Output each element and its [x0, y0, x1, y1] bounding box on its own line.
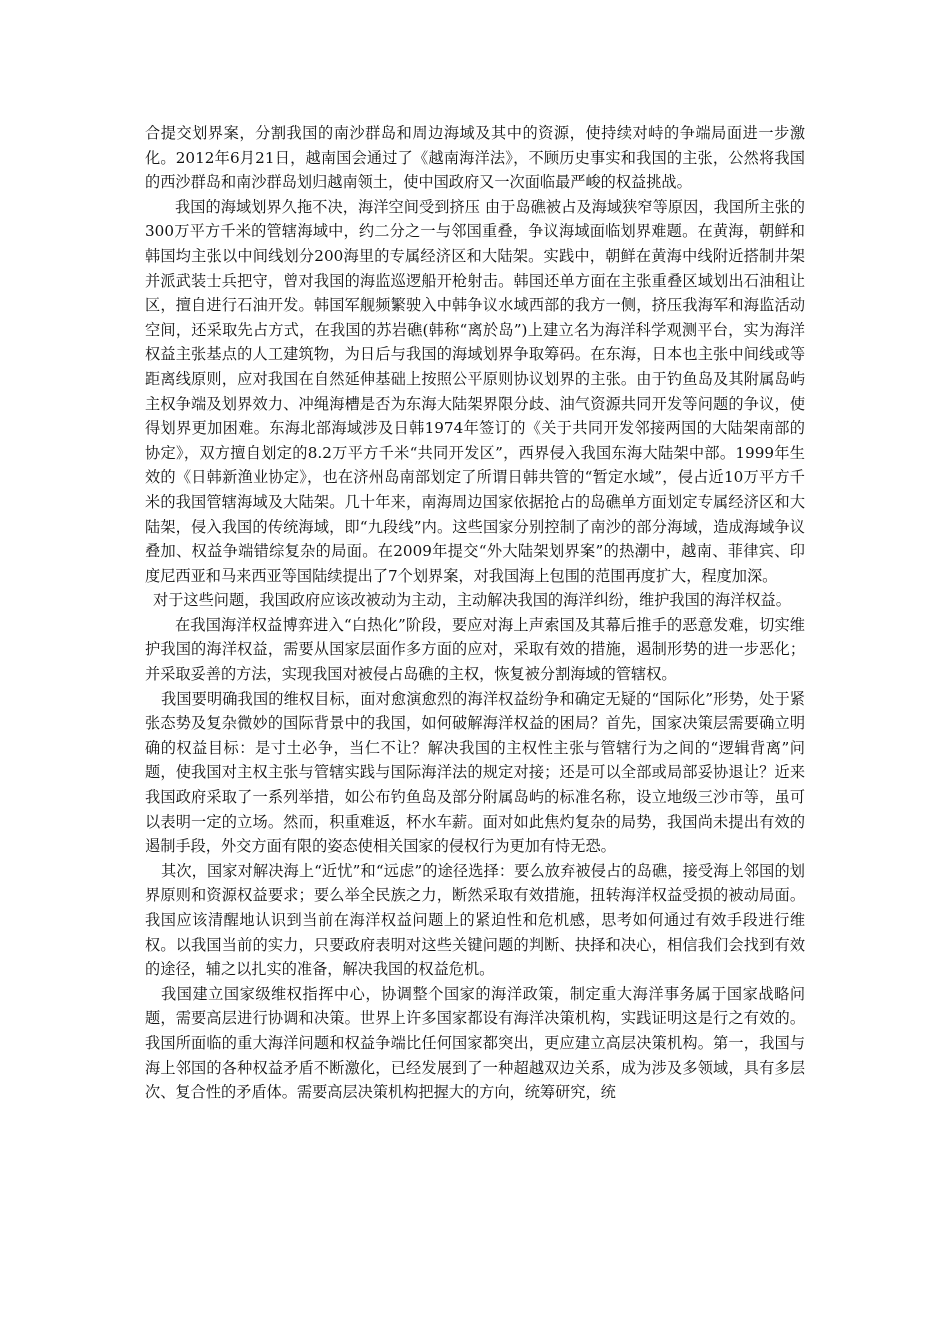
paragraph-6: 其次，国家对解决海上“近忧”和“远虑”的途径选择：要么放弃被侵占的岛礁，接受海上邻国的划界原则和资源权益要求；要么举全民族之力，断然采取有效措施，扭转海洋权益受损的被动局面。我国应该清醒地认识到当前在海洋权益问题上的紧迫性和危机感，思考如何通过有效手段进行维权。以我国当前的实力，只要政府表明对这些关键问题的判断、抉择和决心，相信我们会找到有效的途径，辅之以扎实的准备，解决我国的权益危机。: [145, 861, 805, 979]
paragraph-3: 对于这些问题，我国政府应该改被动为主动，主动解决我国的海洋纠纷，维护我国的海洋权益。: [153, 591, 791, 610]
paragraph-1: 合提交划界案，分割我国的南沙群岛和周边海域及其中的资源，使持续对峙的争端局面进一步激化。2012年6月21日，越南国会通过了《越南海洋法》，不顾历史事实和我国的主张，公然将我国的西沙群岛和南沙群岛划归越南领土，使中国政府又一次面临最严峻的权益挑战。: [145, 124, 805, 192]
document-page: [145, 121, 805, 1105]
paragraph-7: 我国建立国家级维权指挥中心，协调整个国家的海洋政策，制定重大海洋事务属于国家战略问题，需要高层进行协调和决策。世界上许多国家都设有海洋决策机构，实践证明这是行之有效的。我国所面临的重大海洋问题和权益争端比任何国家都突出，更应建立高层决策机构。第一，我国与海上邻国的各种权益矛盾不断激化，已经发展到了一种超越双边关系，成为涉及多领域，具有多层次、复合性的矛盾体。需要高层决策机构把握大的方向，统筹研究，统: [145, 984, 805, 1102]
paragraph-5: 我国要明确我国的维权目标，面对愈演愈烈的海洋权益纷争和确定无疑的“国际化”形势，处于紧张态势及复杂微妙的国际背景中的我国，如何破解海洋权益的困局？首先，国家决策层需要确立明确的权益目标：是寸土必争，当仁不让？解决我国的主权性主张与管辖行为之间的“逻辑背离”问题，使我国对主权主张与管辖实践与国际海洋法的规定对接；还是可以全部或局部妥协退让？近来我国政府采取了一系列举措，如公布钓鱼岛及部分附属岛屿的标准名称，设立地级三沙市等，虽可以表明一定的立场。然而，积重难返，杯水车薪。面对如此焦灼复杂的局势，我国尚未提出有效的遏制手段，外交方面有限的姿态使相关国家的侵权行为更加有恃无恐。: [145, 689, 805, 856]
paragraph-2: 我国的海域划界久拖不决，海洋空间受到挤压 由于岛礁被占及海域狭窄等原因，我国所主张的300万平方千米的管辖海域中，约二分之一与邻国重叠，争议海域面临划界难题。在黄海，朝鲜和韩国均主张以中间线划分200海里的专属经济区和大陆架。实践中，朝鲜在黄海中线附近搭制井架并派武装士兵把守，曾对我国的海监巡逻船开枪射击。韩国还单方面在主张重叠区域划出石油租让区，擅自进行石油开发。韩国军舰频繁驶入中韩争议水域西部的我方一侧，挤压我海军和海监活动空间，还采取先占方式，在我国的苏岩礁(韩称“离於岛”)上建立名为海洋科学观测平台，实为海洋权益主张基点的人工建筑物，为日后与我国的海域划界争取筹码。在东海，日本也主张中间线或等距离线原则，应对我国在自然延伸基础上按照公平原则协议划界的主张。由于钓鱼岛及其附属岛屿主权争端及划界效力、冲绳海槽是否为东海大陆架界限分歧、油气资源共同开发等问题的争议，使得划界更加困难。东海北部海域涉及日韩1974年签订的《关于共同开发邻接两国的大陆架南部的协定》，双方擅自划定的8.2万平方千米“共同开发区”，西界侵入我国东海大陆架中部。1999年生效的《日韩新渔业协定》，也在济州岛南部划定了所谓日韩共管的“暂定水域”，侵占近10万平方千米的我国管辖海域及大陆架。几十年来，南海周边国家依据抢占的岛礁单方面划定专属经济区和大陆架，侵入我国的传统海域，即“九段线”内。这些国家分别控制了南沙的部分海域，造成海域争议叠加、权益争端错综复杂的局面。在2009年提交“外大陆架划界案”的热潮中，越南、菲律宾、印度尼西亚和马来西亚等国陆续提出了7个划界案，对我国海上包围的范围再度扩大，程度加深。: [145, 197, 805, 585]
paragraph-4: 在我国海洋权益博弈进入“白热化”阶段，要应对海上声索国及其幕后推手的恶意发难，切实维护我国的海洋权益，需要从国家层面作多方面的应对，采取有效的措施，遏制形势的进一步恶化；并采取妥善的方法，实现我国对被侵占岛礁的主权，恢复被分割海域的管辖权。: [145, 615, 805, 684]
